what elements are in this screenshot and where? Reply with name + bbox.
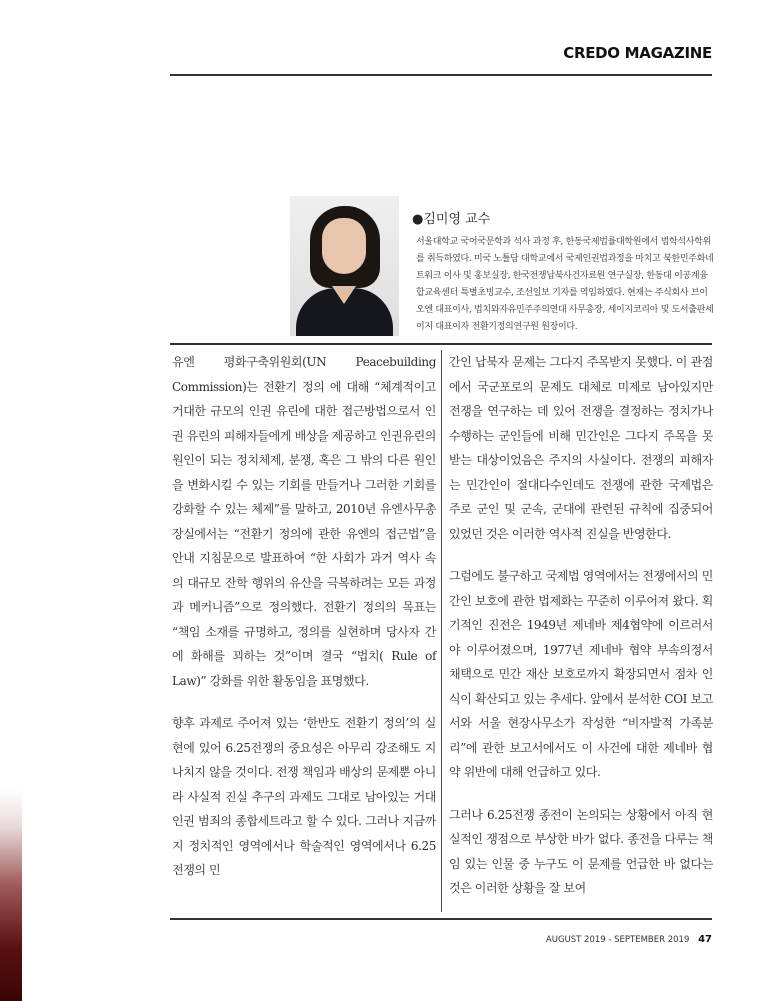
header-rule <box>170 74 712 76</box>
author-bio: 서울대학교 국어국문학과 석사 과정 후, 한동국제법률대학원에서 법학석사학위를 취득하였다. 미국 노틀담 대학교에서 국제인권법과정을 마치고 북한민주화네트워크 이사 및 홍보실장, 한국전쟁납북사건자료원 연구실장, 한동대 이공계융합교육센터 특별초빙교수, 조선일보 기자를 역임하였다. 현재는 주식회사 브이오엔 대표이사, 법치와자유민주주의연대 사무총장, 세이지코리아 및 도서출판세이지 대표이자 전환기정의연구원 원장이다. <box>416 237 714 332</box>
article-paragraph: 그럼에도 불구하고 국제법 영역에서는 전쟁에서의 민간인 보호에 관한 법제화는 꾸준히 이루어져 왔다. 획기적인 진전은 1949년 제네바 제4협약에 이르러서야 이루어졌으며, 1977년 제네바 협약 부속의정서 채택으로 민간 재산 보호로까지 확장되면서 점차 인식이 확산되고 있는 추세다. 앞에서 분석한 COI 보고서와 서울 현장사무소가 작성한 “비자발적 가족분리”에 관한 보고서에서도 이 사건에 대한 제네바 협약 위반에 대해 언급하고 있다. <box>449 569 713 779</box>
column-divider <box>441 350 442 912</box>
article-paragraph: 향후 과제로 주어져 있는 ‘한반도 전환기 정의’의 실현에 있어 6.25전쟁의 중요성은 아무리 강조해도 지나치지 않을 것이다. 전쟁 책임과 배상의 문제뿐 아니라 사실적 진실 추구의 과제도 그대로 남아있는 거대 인권 범죄의 종합세트라고 할 수 있다. 그러나 지금까지 정치적인 영역에서나 학술적인 영역에서나 6.25전쟁의 민 <box>172 716 436 877</box>
article-column-right <box>449 350 713 919</box>
profile-rule <box>170 343 712 345</box>
article-paragraph: 간인 납북자 문제는 그다지 주목받지 못했다. 이 관점에서 국군포로의 문제도 대체로 미제로 남아있지만 전쟁을 연구하는 데 있어 전쟁을 결정하는 정치가나 수행하는 군인들에 비해 민간인은 그다지 주목을 못 받는 대상이었음은 주지의 사실이다. 전쟁의 피해자는 민간인이 절대다수인데도 전쟁에 관한 국제법은 주로 군인 및 군속, 군대에 관련된 규칙에 집중되어 있었던 것은 이러한 역사적 진실을 반영한다. <box>449 355 713 541</box>
article-column-left <box>172 350 436 901</box>
page-number: 47 <box>698 934 712 945</box>
article-paragraph: 유엔 평화구축위원회(UN Peacebuilding Commission)는 전환기 정의 에 대해 “체계적이고 거대한 규모의 인권 유린에 대한 접근방법으로서 인권 유린의 피해자들에게 배상을 제공하고 인권유린의 원인이 되는 정치체제, 분쟁, 혹은 그 밖의 다른 원인을 변화시킬 수 있는 기회를 만들거나 그러한 기회를 강화할 수 있는 체제”를 말하고, 2010년 유엔사무총장실에서는 “전환기 정의에 관한 유엔의 접근법”을 안내 지침문으로 발표하여 “한 사회가 과거 역사 속의 대규모 잔학 행위의 유산을 극복하려는 모든 과정과 메커니즘”으로 정의했다. 전환기 정의의 목표는 “책임 소재를 규명하고, 정의를 실현하며 당사자 간에 화해를 꾀하는 것”이며 결국 “법치( Rule of Law)” 강화를 위한 활동임을 표명했다. <box>172 355 436 688</box>
article-paragraph: 그러나 6.25전쟁 종전이 논의되는 상황에서 아직 현실적인 쟁점으로 부상한 바가 없다. 종전을 다루는 책임 있는 인물 중 누구도 이 문제를 언급한 바 없다는 것은 이러한 상황을 잘 보여 <box>449 807 713 895</box>
issue-date: AUGUST 2019 - SEPTEMBER 2019 <box>545 935 690 945</box>
footer-rule <box>170 918 712 920</box>
page-edge-decoration <box>0 790 22 1001</box>
magazine-title: CREDO MAGAZINE <box>563 44 712 62</box>
page-footer <box>546 934 712 945</box>
author-name: ●김미영 교수 <box>412 212 491 227</box>
author-photo <box>290 196 399 336</box>
